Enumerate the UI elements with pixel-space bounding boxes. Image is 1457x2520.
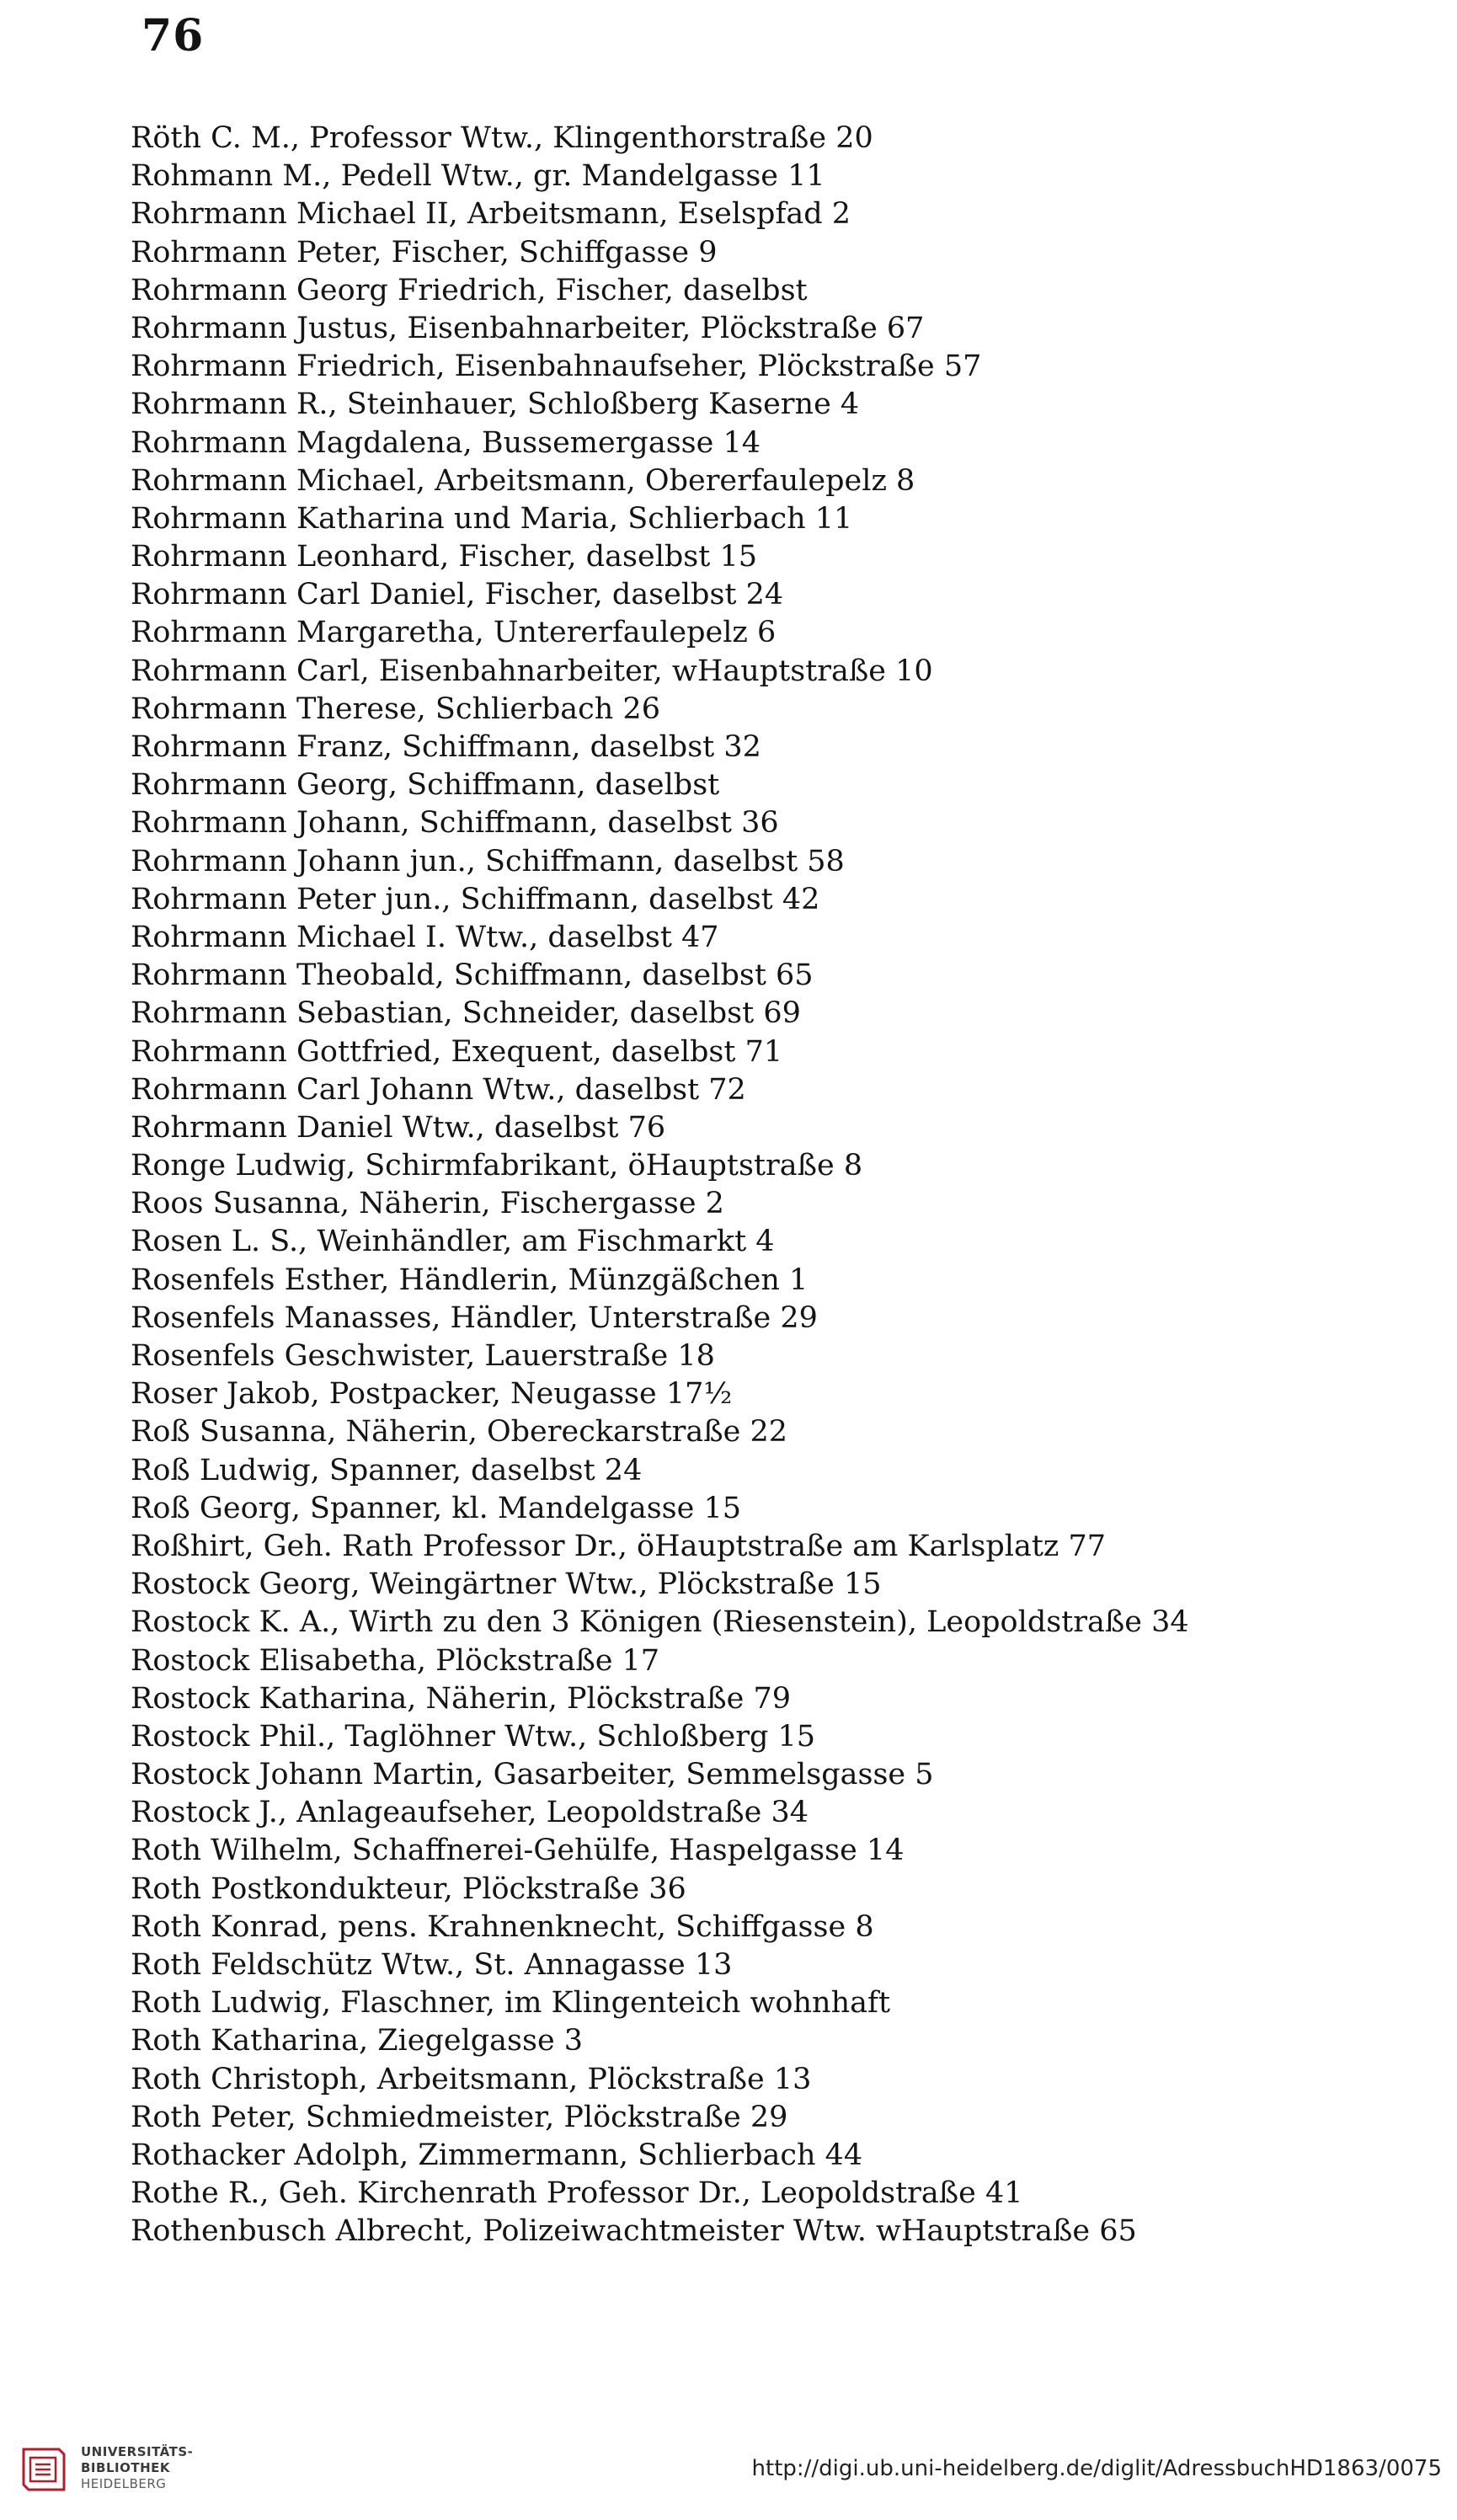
directory-entry: Rostock J., Anlageaufseher, Leopoldstraße 34 — [131, 1796, 809, 1830]
directory-entry: Rohrmann Peter, Fischer, Schiffgasse 9 — [131, 235, 718, 270]
directory-entry: Rothenbusch Albrecht, Polizeiwachtmeister Wtw. wHauptstraße 65 — [131, 2214, 1137, 2249]
directory-entry: Roth Feldschütz Wtw., St. Annagasse 13 — [131, 1948, 733, 1982]
directory-entry: Rosenfels Geschwister, Lauerstraße 18 — [131, 1339, 715, 1373]
directory-entry: Rohrmann Johann jun., Schiffmann, daselbst 58 — [131, 844, 845, 878]
directory-entry: Roser Jakob, Postpacker, Neugasse 17½ — [131, 1377, 733, 1412]
library-name — [81, 2444, 193, 2492]
directory-entry: Rosen L. S., Weinhändler, am Fischmarkt 4 — [131, 1225, 775, 1259]
directory-entry: Rohrmann Michael I. Wtw., daselbst 47 — [131, 920, 719, 954]
directory-entry: Rohrmann Georg Friedrich, Fischer, daselbst — [131, 273, 808, 307]
directory-entry: Rohrmann Sebastian, Schneider, daselbst 69 — [131, 996, 801, 1031]
directory-entry: Rohrmann Franz, Schiffmann, daselbst 32 — [131, 730, 761, 764]
directory-entry: Rostock Georg, Weingärtner Wtw., Plöckstraße 15 — [131, 1567, 882, 1602]
directory-entry: Roß Ludwig, Spanner, daselbst 24 — [131, 1453, 643, 1487]
footer — [0, 2409, 1457, 2520]
directory-entry: Roßhirt, Geh. Rath Professor Dr., öHauptstraße am Karlsplatz 77 — [131, 1529, 1107, 1563]
directory-entry: Roth Ludwig, Flaschner, im Klingenteich wohnhaft — [131, 1986, 891, 2021]
directory-entry: Rothe R., Geh. Kirchenrath Professor Dr., Leopoldstraße 41 — [131, 2176, 1023, 2211]
directory-entry: Rothacker Adolph, Zimmermann, Schlierbach 44 — [131, 2138, 863, 2172]
directory-entry: Rostock Katharina, Näherin, Plöckstraße 79 — [131, 1681, 791, 1716]
library-seal-icon — [15, 2443, 71, 2498]
directory-entry: Rohrmann Carl Daniel, Fischer, daselbst 24 — [131, 578, 784, 612]
directory-entry: Rohrmann Carl, Eisenbahnarbeiter, wHauptstraße 10 — [131, 654, 933, 688]
directory-entry: Rostock Elisabetha, Plöckstraße 17 — [131, 1643, 660, 1678]
directory-entry: Roth Wilhelm, Schaffnerei-Gehülfe, Haspelgasse 14 — [131, 1834, 905, 1868]
directory-entry: Rohrmann Theobald, Schiffmann, daselbst 65 — [131, 958, 814, 993]
directory-entry-list — [131, 120, 1428, 2251]
directory-entry: Rohrmann Magdalena, Bussemergasse 14 — [131, 425, 761, 460]
directory-entry: Roth Christoph, Arbeitsmann, Plöckstraße 13 — [131, 2062, 812, 2096]
directory-entry: Rohrmann Georg, Schiffmann, daselbst — [131, 768, 720, 803]
page-number: 76 — [141, 10, 205, 61]
directory-entry: Roth Peter, Schmiedmeister, Plöckstraße 29 — [131, 2100, 788, 2134]
library-name-line-1: UNIVERSITÄTS- — [81, 2444, 194, 2459]
directory-entry: Rohrmann Margaretha, Untererfaulepelz 6 — [131, 616, 777, 650]
directory-entry: Rohrmann Katharina und Maria, Schlierbach 11 — [131, 501, 853, 536]
directory-entry: Rohrmann Therese, Schlierbach 26 — [131, 691, 660, 726]
library-name-line-3: HEIDELBERG — [81, 2476, 167, 2491]
directory-entry: Rohrmann Daniel Wtw., daselbst 76 — [131, 1110, 666, 1145]
directory-entry: Rohrmann Carl Johann Wtw., daselbst 72 — [131, 1072, 746, 1107]
directory-entry: Rohrmann Peter jun., Schiffmann, daselbst 42 — [131, 882, 820, 916]
directory-entry: Rohrmann Justus, Eisenbahnarbeiter, Plöckstraße 67 — [131, 311, 925, 345]
directory-entry: Roth Postkondukteur, Plöckstraße 36 — [131, 1871, 686, 1906]
directory-entry: Roth Katharina, Ziegelgasse 3 — [131, 2024, 584, 2058]
directory-entry: Roos Susanna, Näherin, Fischergasse 2 — [131, 1187, 724, 1221]
directory-entry: Roß Susanna, Näherin, Obereckarstraße 22 — [131, 1415, 787, 1450]
directory-entry: Rohrmann Leonhard, Fischer, daselbst 15 — [131, 540, 757, 574]
directory-entry: Rostock Johann Martin, Gasarbeiter, Semmelsgasse 5 — [131, 1758, 934, 1792]
directory-entry: Rostock Phil., Taglöhner Wtw., Schloßberg 15 — [131, 1719, 816, 1754]
directory-entry: Roth Konrad, pens. Krahnenknecht, Schiffgasse 8 — [131, 1909, 874, 1944]
directory-entry: Rosenfels Manasses, Händler, Unterstraße 29 — [131, 1300, 818, 1335]
directory-entry: Röth C. M., Professor Wtw., Klingenthorstraße 20 — [131, 121, 873, 155]
directory-entry: Rohrmann Johann, Schiffmann, daselbst 36 — [131, 806, 779, 841]
source-url[interactable]: http://digi.ub.uni-heidelberg.de/diglit/AdressbuchHD1863/0075 — [751, 2456, 1442, 2481]
directory-entry: Ronge Ludwig, Schirmfabrikant, öHauptstraße 8 — [131, 1149, 863, 1183]
directory-entry: Roß Georg, Spanner, kl. Mandelgasse 15 — [131, 1491, 742, 1525]
library-name-line-2: BIBLIOTHEK — [81, 2460, 170, 2475]
directory-entry: Rohrmann Gottfried, Exequent, daselbst 71 — [131, 1034, 783, 1069]
directory-entry: Rohrmann R., Steinhauer, Schloßberg Kaserne 4 — [131, 387, 860, 422]
directory-entry: Rohrmann Michael, Arbeitsmann, Obererfaulepelz 8 — [131, 463, 915, 498]
directory-entry: Rosenfels Esther, Händlerin, Münzgäßchen 1 — [131, 1263, 809, 1297]
directory-entry: Rohrmann Michael II, Arbeitsmann, Eselspfad 2 — [131, 197, 851, 232]
directory-entry: Rostock K. A., Wirth zu den 3 Königen (Riesenstein), Leopoldstraße 34 — [131, 1605, 1189, 1640]
directory-entry: Rohrmann Friedrich, Eisenbahnaufseher, Plöckstraße 57 — [131, 350, 982, 384]
directory-entry: Rohmann M., Pedell Wtw., gr. Mandelgasse 11 — [131, 159, 825, 194]
